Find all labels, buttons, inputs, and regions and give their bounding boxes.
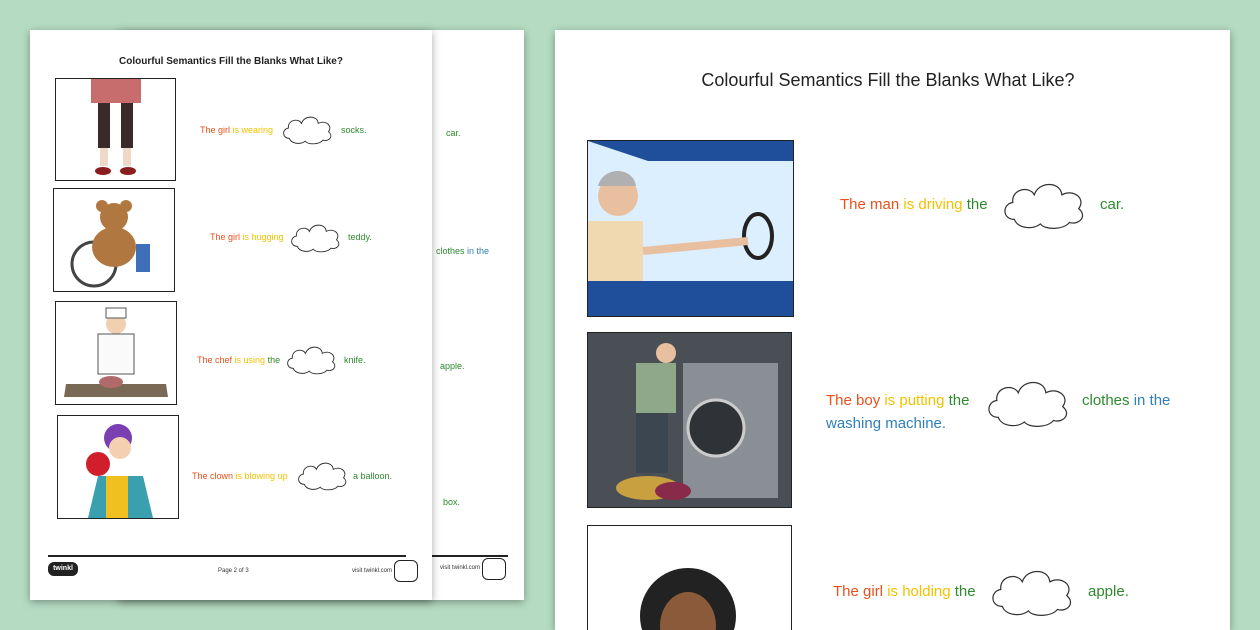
right-row-3-action: is holding (887, 583, 951, 600)
girl-apple-picture (587, 525, 792, 630)
back-logo (482, 558, 506, 580)
back-row-3-what: apple. (440, 361, 465, 371)
right-row-2-the: the (948, 392, 970, 409)
left-row-4-sentence (192, 471, 288, 481)
left-row-3-action: is using (234, 355, 266, 365)
right-row-2-cloud (983, 373, 1075, 431)
right-row-2-what: clothes (1082, 392, 1130, 409)
left-sheet-title: Colourful Semantics Fill the Blanks What Like? (119, 56, 343, 67)
right-worksheet (555, 30, 1230, 630)
right-row-1-what: car. (1100, 196, 1125, 213)
back-row-4-what: box. (443, 497, 461, 507)
left-row-3-what: knife. (344, 355, 366, 365)
back-row-1-what: car. (446, 128, 461, 138)
left-row-1-action: is wearing (232, 125, 274, 135)
man-driving-picture (587, 140, 794, 317)
girl-socks-picture (55, 78, 176, 181)
right-row-3-what: apple. (1088, 583, 1129, 600)
right-row-1-action: is driving (903, 196, 963, 213)
right-row-2-tail (1082, 392, 1170, 409)
back-site-label: visit twinkl.com (440, 565, 481, 571)
right-row-1-sentence (840, 196, 988, 213)
site-label: visit twinkl.com (352, 568, 393, 574)
right-row-1-who: The man (840, 196, 900, 213)
right-row-3-sentence (833, 583, 976, 600)
left-row-2-sentence (210, 232, 284, 242)
left-footer-line (48, 555, 406, 557)
left-row-4-action: is blowing up (235, 471, 288, 481)
back-row-2-what: clothes (436, 246, 465, 256)
right-row-1-cloud (999, 175, 1091, 233)
back-row-2-text (436, 246, 489, 256)
left-row-1-sentence (200, 125, 273, 135)
left-row-2-action: is hugging (242, 232, 284, 242)
left-row-3-cloud (284, 342, 340, 376)
left-row-2-what: teddy. (348, 232, 372, 242)
twinkl-logo: twinkl (48, 562, 78, 576)
clown-balloon-picture (57, 415, 179, 519)
left-row-1-who: The girl (200, 125, 231, 135)
left-row-4-what: a balloon. (353, 471, 393, 481)
left-row-2-cloud (288, 220, 344, 254)
right-row-2-action: is putting (884, 392, 945, 409)
left-row-1-cloud (280, 112, 336, 146)
right-row-3-the: the (954, 583, 976, 600)
right-row-2-sentence (826, 392, 969, 409)
right-row-3-cloud (987, 562, 1079, 620)
right-row-3-who: The girl (833, 583, 884, 600)
right-row-2-where-inline: in the (1133, 392, 1171, 409)
left-row-3-who: The chef (197, 355, 233, 365)
left-row-3-sentence (197, 355, 280, 365)
left-row-3-the: the (267, 355, 281, 365)
left-row-1-what: socks. (341, 125, 367, 135)
back-row-2-where: in the (467, 246, 490, 256)
left-row-4-cloud (295, 458, 351, 492)
right-row-1-the: the (966, 196, 988, 213)
girl-teddy-picture (53, 188, 175, 292)
page-number: Page 2 of 3 (218, 568, 249, 574)
chef-knife-picture (55, 301, 177, 405)
right-row-2-who: The boy (826, 392, 881, 409)
left-worksheet (30, 30, 432, 600)
left-row-2-who: The girl (210, 232, 241, 242)
right-row-2-where: washing machine. (826, 415, 947, 432)
left-row-4-who: The clown (192, 471, 234, 481)
right-sheet-title: Colourful Semantics Fill the Blanks What Like? (701, 70, 1075, 90)
boy-washing-machine-picture (587, 332, 792, 508)
badge-logo (394, 560, 418, 582)
